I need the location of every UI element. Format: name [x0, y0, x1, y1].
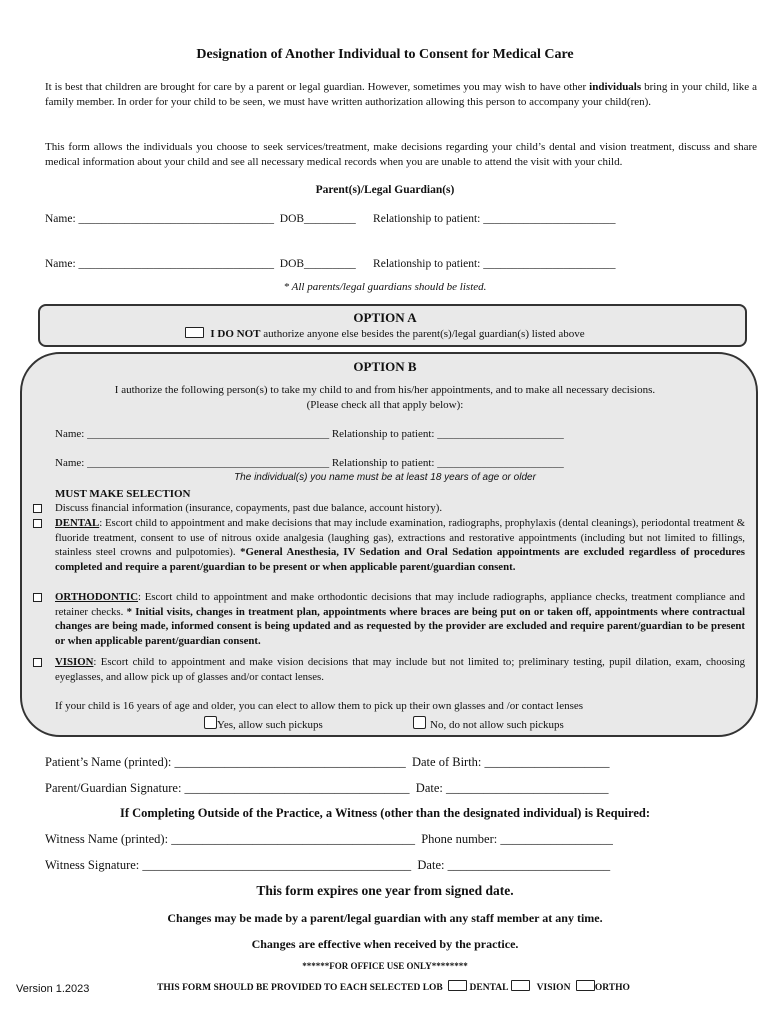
yes-allow-checkbox[interactable] [204, 716, 217, 729]
option-a-heading: OPTION A [353, 310, 417, 325]
option-b-heading: OPTION B [353, 359, 417, 374]
dental-text: : Escort child to appointment and make decisions that may include examination, radiographs, prophylaxis (dental cleanings), periodontal treatment & fluoride treatment, consent to use of nitrous oxide analgesia (laughing gas), extractions and restorative appointments (including but not limited to fillings, stainless steel crowns and pulpotomies). [55, 517, 745, 559]
orthodontic-section [55, 590, 745, 648]
version-label: Version 1.2023 [16, 983, 90, 995]
dental-label: DENTAL [55, 517, 100, 529]
changes-note: Changes may be made by a parent/legal guardian with any staff member at any time. [167, 911, 603, 925]
option-b-auth-line-2: (Please check all that apply below): [306, 399, 464, 411]
guardian-row-2[interactable]: Name: __________________________________ DOB_________ Relationship to patient: _______________________ [45, 258, 616, 270]
option-a-bold: I DO NOT [210, 328, 261, 340]
financial-text: Discuss financial information (insurance, copayments, past due balance, account history). [55, 502, 443, 514]
parent-signature-row[interactable]: Parent/Guardian Signature: ____________________________________ Date: __________________________ [45, 781, 609, 795]
witness-name-row[interactable]: Witness Name (printed): _______________________________________ Phone number: __________________ [45, 832, 613, 846]
must-make-selection: MUST MAKE SELECTION [55, 488, 191, 500]
yes-allow-label: Yes, allow such pickups [217, 719, 323, 731]
intro-text: It is best that children are brought for care by a parent or legal guardian. However, sometimes you may wish to have other [45, 81, 590, 93]
vision-checkbox[interactable] [33, 658, 42, 667]
intro-paragraph-2: This form allows the individuals you choose to seek services/treatment, make decisions regarding your child’s dental and vision treatment, discuss and share medical information about your child and see all necessary medical records when you are unable to attend the visit with your child. [45, 141, 757, 168]
office-use-label: ******FOR OFFICE USE ONLY******** [302, 961, 468, 971]
lob-dental-label: DENTAL [469, 983, 508, 993]
form-title: Designation of Another Individual to Consent for Medical Care [196, 47, 574, 62]
lob-row [157, 980, 630, 993]
option-a-text: authorize anyone else besides the parent(s)/legal guardian(s) listed above [260, 328, 585, 340]
witness-signature-row[interactable]: Witness Signature: ___________________________________________ Date: __________________________ [45, 858, 611, 872]
option-b-name-row-1[interactable]: Name: ____________________________________________ Relationship to patient: _______________________ [55, 428, 564, 440]
orthodontic-label: ORTHODONTIC [55, 591, 139, 603]
orthodontic-bold-text: * Initial visits, changes in treatment plan, appointments where braces are being put on or taken off, appointments where contractual changes are being made, informed consent is being updated and as requested by the provider are excluded and require parent/guardian to be present or when applicable parent/guardian consent. [55, 605, 745, 647]
orthodontic-text: : Escort child to appointment and make orthodontic decisions that may include radiographs, appliance checks, treatment compliance and retainer checks. [55, 591, 745, 618]
financial-checkbox[interactable] [33, 504, 42, 513]
effective-note: Changes are effective when received by the practice. [251, 937, 519, 951]
vision-section [55, 655, 745, 684]
option-a-checkbox[interactable] [185, 327, 204, 338]
option-b-auth-line-1: I authorize the following person(s) to take my child to and from his/her appointments, and to make all necessary decisions. [114, 384, 656, 396]
lob-dental-checkbox[interactable] [448, 980, 467, 991]
lob-instruction: THIS FORM SHOULD BE PROVIDED TO EACH SELECTED LOB [157, 983, 443, 993]
yes-allow-option [204, 716, 323, 731]
vision-label: VISION [55, 656, 94, 668]
guardian-heading: Parent(s)/Legal Guardian(s) [315, 184, 455, 196]
dental-bold-text: *General Anesthesia, IV Sedation and Oral Sedation appointments are excluded regardless of procedures completed and require a parent/guardian to be present or when applicable parent/guardian consent. [55, 546, 746, 573]
dental-checkbox[interactable] [33, 519, 42, 528]
lob-vision-label: VISION [536, 983, 571, 993]
expires-note: This form expires one year from signed date. [256, 883, 514, 898]
no-allow-checkbox[interactable] [413, 716, 426, 729]
intro-paragraph-1 [45, 80, 757, 110]
patient-name-row[interactable]: Patient’s Name (printed): _____________________________________ Date of Birth: ____________________ [45, 755, 610, 769]
age-note: The individual(s) you name must be at least 18 years of age or older [234, 472, 536, 483]
vision-text: : Escort child to appointment and make vision decisions that may include but not limited to; preliminary testing, pupil dilation, exam, choosing eyeglasses, and allow pick up of glasses and/or contact lenses. [55, 656, 745, 683]
guardian-note: * All parents/legal guardians should be listed. [283, 281, 487, 293]
lob-ortho-checkbox[interactable] [576, 980, 595, 991]
no-allow-option [413, 716, 564, 731]
lob-ortho-label: ORTHO [594, 983, 630, 993]
option-a-line [0, 327, 770, 340]
intro-text-end: bring in your child, like a family member. In order for your child to be seen, we must have written authorization allowing this person to accompany your child(ren). [45, 81, 757, 108]
option-b-name-row-2[interactable]: Name: ____________________________________________ Relationship to patient: _______________________ [55, 457, 564, 469]
dental-section [55, 516, 745, 574]
age-16-note: If your child is 16 years of age and older, you can elect to allow them to pick up their own glasses and /or contact lenses [55, 700, 584, 712]
intro-bold-word: individuals [589, 81, 642, 93]
lob-vision-checkbox[interactable] [511, 980, 530, 991]
no-allow-label: No, do not allow such pickups [430, 719, 564, 731]
guardian-row-1[interactable]: Name: __________________________________ DOB_________ Relationship to patient: _______________________ [45, 213, 616, 225]
orthodontic-checkbox[interactable] [33, 593, 42, 602]
witness-heading: If Completing Outside of the Practice, a Witness (other than the designated individual) is Required: [120, 806, 650, 820]
